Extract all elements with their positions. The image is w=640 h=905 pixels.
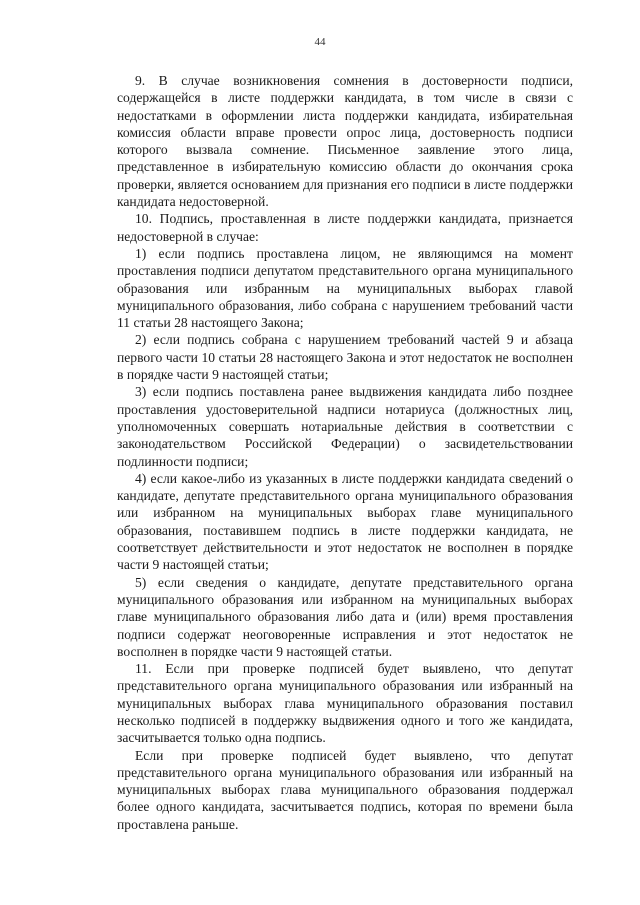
paragraph-9: 9. В случае возникновения сомнения в достоверности подписи, содержащейся в листе поддержки кандидата, в том числе в связи с недостатками в оформлении листа поддержки кандидата, избирательная комиссия области вправе провести опрос лица, достоверность подписи которого вызвала сомнение. Письменное заявление этого лица, представленное в избирательную комиссию области до окончания срока проверки, является основанием для признания его подписи в листе поддержки кандидата недостоверной. [117, 73, 573, 210]
paragraph-10-item-5: 5) если сведения о кандидате, депутате представительного органа муниципального образования или избранном на муниципальных выборах главе муниципального образования либо дата и (или) время проставления подписи содержат неоговоренные исправления и этот недостаток не восполнен в порядке части 9 настоящей статьи. [117, 574, 573, 659]
document-body [117, 72, 573, 833]
paragraph-10-item-2: 2) если подпись собрана с нарушением требований частей 9 и абзаца первого части 10 статьи 28 настоящего Закона и этот недостаток не восполнен в порядке части 9 настоящей статьи; [117, 332, 573, 383]
paragraph-10-item-4: 4) если какое-либо из указанных в листе поддержки кандидата сведений о кандидате, депутате представительного органа муниципального образования или избранном на муниципальных выборах главе муниципального образования, поставившем подпись в листе поддержки кандидата, не соответствует действительности и этот недостаток не восполнен в порядке части 9 настоящей статьи; [117, 470, 573, 573]
paragraph-11-continued: Если при проверке подписей будет выявлено, что депутат представительного органа муниципального образования или избранный на муниципальных выборах глава муниципального образования поддержал более одного кандидата, засчитывается подпись, которая по времени была проставлена раньше. [117, 747, 573, 832]
paragraph-10: 10. Подпись, проставленная в листе поддержки кандидата, признается недостоверной в случае: [117, 211, 573, 244]
page-number: 44 [314, 36, 326, 48]
paragraph-10-item-3: 3) если подпись поставлена ранее выдвижения кандидата либо позднее проставления удостоверительной надписи нотариуса (должностных лиц, уполномоченных совершать нотариальные действия в соответствии с законодательством Российской Федерации) о засвидетельствовании подлинности подписи; [117, 384, 573, 469]
paragraph-10-item-1: 1) если подпись проставлена лицом, не являющимся на момент проставления подписи депутатом представительного органа муниципального образования или избранным на муниципальных выборах главой муниципального образования, либо собрана с нарушением требований части 11 статьи 28 настоящего Закона; [117, 245, 573, 331]
paragraph-11: 11. Если при проверке подписей будет выявлено, что депутат представительного органа муниципального образования или избранный на муниципальных выборах глава муниципального образования поставил несколько подписей в поддержку выдвижения одного и того же кандидата, засчитывается только одна подпись. [117, 661, 573, 746]
